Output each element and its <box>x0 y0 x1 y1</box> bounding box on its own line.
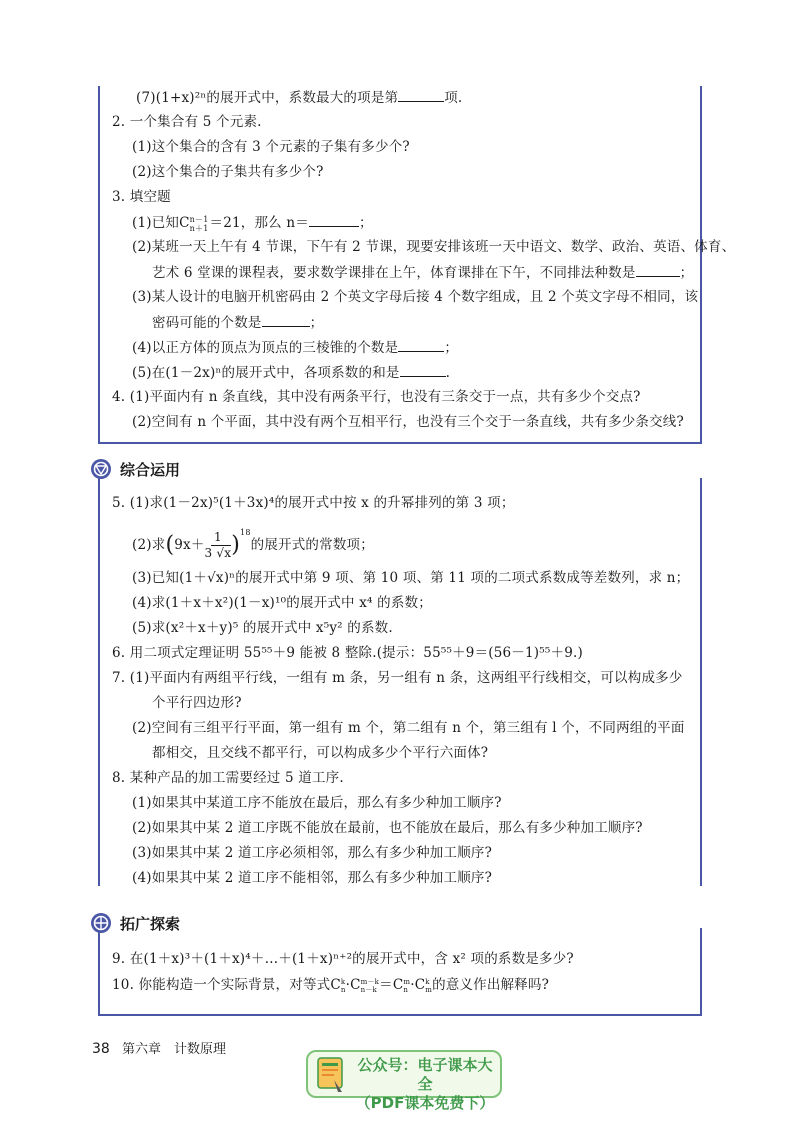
exercise-7-1: 7. (1)平面内有两组平行线，一组有 m 条，另一组有 n 条，这两组平行线相交，可以构成多少 <box>112 670 683 686</box>
exercise-2-2: (2)这个集合的子集共有多少个? <box>132 164 324 180</box>
extension-section-frame <box>98 928 702 1016</box>
exercise-8-3: (3)如果其中某 2 道工序必须相邻，那么有多少种加工顺序? <box>132 845 493 861</box>
exercise-6: 6. 用二项式定理证明 55⁵⁵＋9 能被 8 整除.(提示：55⁵⁵＋9＝(56－1)⁵⁵＋9.) <box>112 645 583 661</box>
exercise-8-4: (4)如果其中某 2 道工序不能相邻，那么有多少种加工顺序? <box>132 870 493 886</box>
section-extension-title: 拓广探索 <box>120 914 181 933</box>
section-extension-icon <box>90 912 112 934</box>
exercise-8-2: (2)如果其中某 2 道工序既不能放在最前，也不能放在最后，那么有多少种加工顺序? <box>132 820 643 836</box>
exercise-7-2: (2)空间有三组平行平面，第一组有 m 个，第二组有 n 个，第三组有 l 个，不同两组的平面 <box>132 720 685 736</box>
exercise-7-2-cont: 都相交，且交线不都平行，可以构成多少个平行六面体? <box>152 745 489 761</box>
page-number: 38 <box>92 1041 110 1057</box>
watermark-line-2: （PDF课本免费下） <box>355 1094 495 1112</box>
exercise-4-2: (2)空间有 n 个平面，其中没有两个互相平行，也没有三个交于一条直线，共有多少条交线? <box>132 414 684 430</box>
exercise-2-1: (1)这个集合的含有 3 个元素的子集有多少个? <box>132 139 410 155</box>
section-comprehensive-title: 综合运用 <box>120 460 181 479</box>
exercise-3-3: (3)某人设计的电脑开机密码由 2 个英文字母后接 4 个数字组成，且 2 个英文字母不相同，该 <box>132 289 699 305</box>
exercise-8: 8. 某种产品的加工需要经过 5 道工序. <box>112 770 344 786</box>
exercise-5-4: (4)求(1＋x＋x²)(1－x)¹⁰的展开式中 x⁴ 的系数； <box>132 595 432 611</box>
watermark-badge <box>306 1050 502 1112</box>
chapter-title: 第六章 计数原理 <box>121 1042 226 1057</box>
exercise-4-1: 4. (1)平面内有 n 条直线，其中没有两条平行，也没有三条交于一点，共有多少个交点? <box>112 389 641 405</box>
section-extension <box>90 912 180 934</box>
exercise-3-3-cont: 密码可能的个数是 ； <box>152 315 324 331</box>
exercise-3: 3. 填空题 <box>112 189 171 205</box>
exercise-3-1: (1)已知C n－1 n＋1 ＝21，那么 n＝ ； <box>132 214 373 233</box>
exercise-5-2: (2)求(9x＋ $\frac{1}{3 √x}$ )$^{18}$的展开式的常数项； <box>132 528 374 560</box>
exercise-9: 9. 在(1＋x)³＋(1＋x)⁴＋…＋(1＋x)ⁿ⁺²的展开式中，含 x² 项的系数是多少? <box>112 951 574 967</box>
section-comprehensive <box>90 458 180 480</box>
watermark-line-1: 公众号：电子课本大全 <box>357 1056 493 1093</box>
exercise-3-5: (5)在(1－2x)ⁿ的展开式中，各项系数的和是 . <box>132 365 451 381</box>
exercise-5-3: (3)已知(1＋√x)ⁿ的展开式中第 9 项、第 10 项、第 11 项的二项式系数成等差数列，求 n； <box>132 570 690 586</box>
exercise-3-2-cont: 艺术 6 堂课的课程表，要求数学课排在上午，体育课排在下午，不同排法种数是 ； <box>152 265 694 281</box>
exercise-1-7: (7)(1+x)²ⁿ的展开式中，系数最大的项是第 项. <box>136 90 463 106</box>
exercise-7-1-cont: 个平行四边形? <box>152 695 242 711</box>
exercise-2: 2. 一个集合有 5 个元素. <box>112 114 262 130</box>
exercise-8-1: (1)如果其中某道工序不能放在最后，那么有多少种加工顺序? <box>132 795 502 811</box>
exercise-3-2: (2)某班一天上午有 4 节课，下午有 2 节课，现要安排该班一天中语文、数学、政治、英语、体育、 <box>132 239 736 255</box>
book-icon <box>316 1056 346 1094</box>
exercise-3-4: (4)以正方体的顶点为顶点的三棱锥的个数是 ； <box>132 340 459 356</box>
exercise-5-1: 5. (1)求(1－2x)⁵(1＋3x)⁴的展开式中按 x 的升幂排列的第 3 项； <box>112 495 515 511</box>
exercise-10: 10. 你能构造一个实际背景，对等式C k n ·C m－k n－k ＝C m n ·C k m 的意义作出解释吗? <box>112 977 550 994</box>
exercise-5-5: (5)求(x²＋x＋y)⁵ 的展开式中 x⁵y² 的系数. <box>132 620 393 636</box>
section-comprehensive-icon <box>90 458 112 480</box>
page-footer <box>92 1038 226 1057</box>
